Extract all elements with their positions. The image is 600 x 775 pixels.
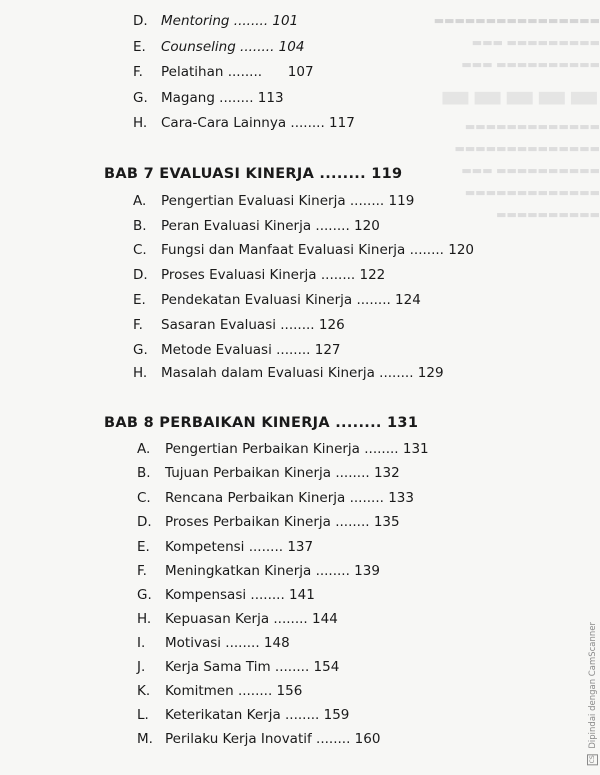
toc-entry-letter: G. <box>133 342 148 358</box>
toc-entry-letter: D. <box>137 514 152 530</box>
toc-entry-text: Sasaran Evaluasi ........ 126 <box>161 317 345 333</box>
bleed-through-decoration: ▬▬▬▬▬▬▬▬▬▬▬▬▬▬▬▬ ▬▬▬▬▬▬▬▬▬ ▬▬▬ ▬▬▬▬▬▬▬▬▬▬ ▬▬▬ ▬▬▬▬▬ ▬▬▬▬▬▬▬▬▬▬▬▬▬ ▬▬▬▬▬▬▬▬▬▬▬▬▬▬ ▬▬▬▬▬▬▬▬▬▬ ▬▬▬ ▬▬▬▬▬▬▬▬▬▬▬▬▬ ▬▬▬▬▬▬▬▬▬▬ <box>433 14 600 221</box>
toc-entry-letter: L. <box>137 707 149 723</box>
toc-entry-letter: J. <box>137 659 146 675</box>
toc-entry-text: Fungsi dan Manfaat Evaluasi Kinerja ........ 120 <box>161 242 474 258</box>
toc-entry-text: Pengertian Evaluasi Kinerja ........ 119 <box>161 193 415 209</box>
toc-entry-letter: I. <box>137 635 146 651</box>
toc-entry-letter: C. <box>133 242 147 258</box>
toc-entry-text: Perilaku Kerja Inovatif ........ 160 <box>165 731 381 747</box>
toc-entry-letter: D. <box>133 267 148 283</box>
toc-entry-letter: K. <box>137 683 151 699</box>
toc-entry-text: Peran Evaluasi Kinerja ........ 120 <box>161 218 380 234</box>
toc-entry-letter: F. <box>133 317 143 333</box>
toc-entry-letter: A. <box>133 193 147 209</box>
toc-entry-text: Rencana Perbaikan Kinerja ........ 133 <box>165 490 414 506</box>
toc-entry-letter: H. <box>133 115 148 131</box>
toc-entry-letter: E. <box>133 39 146 55</box>
toc-entry-text: Kerja Sama Tim ........ 154 <box>165 659 340 675</box>
toc-entry-letter: E. <box>137 539 150 555</box>
watermark-text: Dipindai dengan CamScanner <box>588 621 598 749</box>
toc-entry-letter: F. <box>137 563 147 579</box>
toc-entry-letter: H. <box>133 365 148 381</box>
toc-entry-text: Pengertian Perbaikan Kinerja ........ 131 <box>165 441 429 457</box>
toc-entry-text: Komitmen ........ 156 <box>165 683 303 699</box>
toc-entry-text: Mentoring ........ 101 <box>161 13 299 29</box>
toc-entry-text: Tujuan Perbaikan Kinerja ........ 132 <box>165 465 400 481</box>
toc-entry-text: Counseling ........ 104 <box>161 39 305 55</box>
chapter-heading-bab8[interactable]: BAB 8 PERBAIKAN KINERJA ........ 131 <box>104 415 419 431</box>
toc-entry-text: Masalah dalam Evaluasi Kinerja ........ 129 <box>161 365 444 381</box>
toc-entry-text: Metode Evaluasi ........ 127 <box>161 342 341 358</box>
toc-entry-text: Pelatihan ........ 107 <box>161 64 314 80</box>
toc-entry-letter: B. <box>137 465 151 481</box>
toc-entry-letter: M. <box>137 731 153 747</box>
toc-entry-text: Pendekatan Evaluasi Kinerja ........ 124 <box>161 292 421 308</box>
toc-entry-letter: B. <box>133 218 147 234</box>
chapter-heading-bab7[interactable]: BAB 7 EVALUASI KINERJA ........ 119 <box>104 166 403 182</box>
camscanner-icon: CS <box>589 755 596 764</box>
toc-entry-letter: D. <box>133 13 148 29</box>
toc-entry-letter: G. <box>133 90 148 106</box>
toc-entry-letter: H. <box>137 611 152 627</box>
camscanner-watermark <box>587 622 598 765</box>
toc-entry-text: Proses Perbaikan Kinerja ........ 135 <box>165 514 400 530</box>
toc-entry-text: Cara-Cara Lainnya ........ 117 <box>161 115 355 131</box>
toc-entry-text: Kompetensi ........ 137 <box>165 539 314 555</box>
toc-entry-letter: C. <box>137 490 151 506</box>
toc-entry-letter: G. <box>137 587 152 603</box>
toc-entry-text: Keterikatan Kerja ........ 159 <box>165 707 350 723</box>
toc-entry-text: Kepuasan Kerja ........ 144 <box>165 611 338 627</box>
toc-entry-text: Motivasi ........ 148 <box>165 635 290 651</box>
toc-entry-letter: F. <box>133 64 143 80</box>
toc-entry-text: Proses Evaluasi Kinerja ........ 122 <box>161 267 386 283</box>
toc-entry-text: Magang ........ 113 <box>161 90 284 106</box>
toc-entry-text: Meningkatkan Kinerja ........ 139 <box>165 563 380 579</box>
toc-entry-letter: A. <box>137 441 151 457</box>
toc-entry-letter: E. <box>133 292 146 308</box>
toc-entry-text: Kompensasi ........ 141 <box>165 587 315 603</box>
